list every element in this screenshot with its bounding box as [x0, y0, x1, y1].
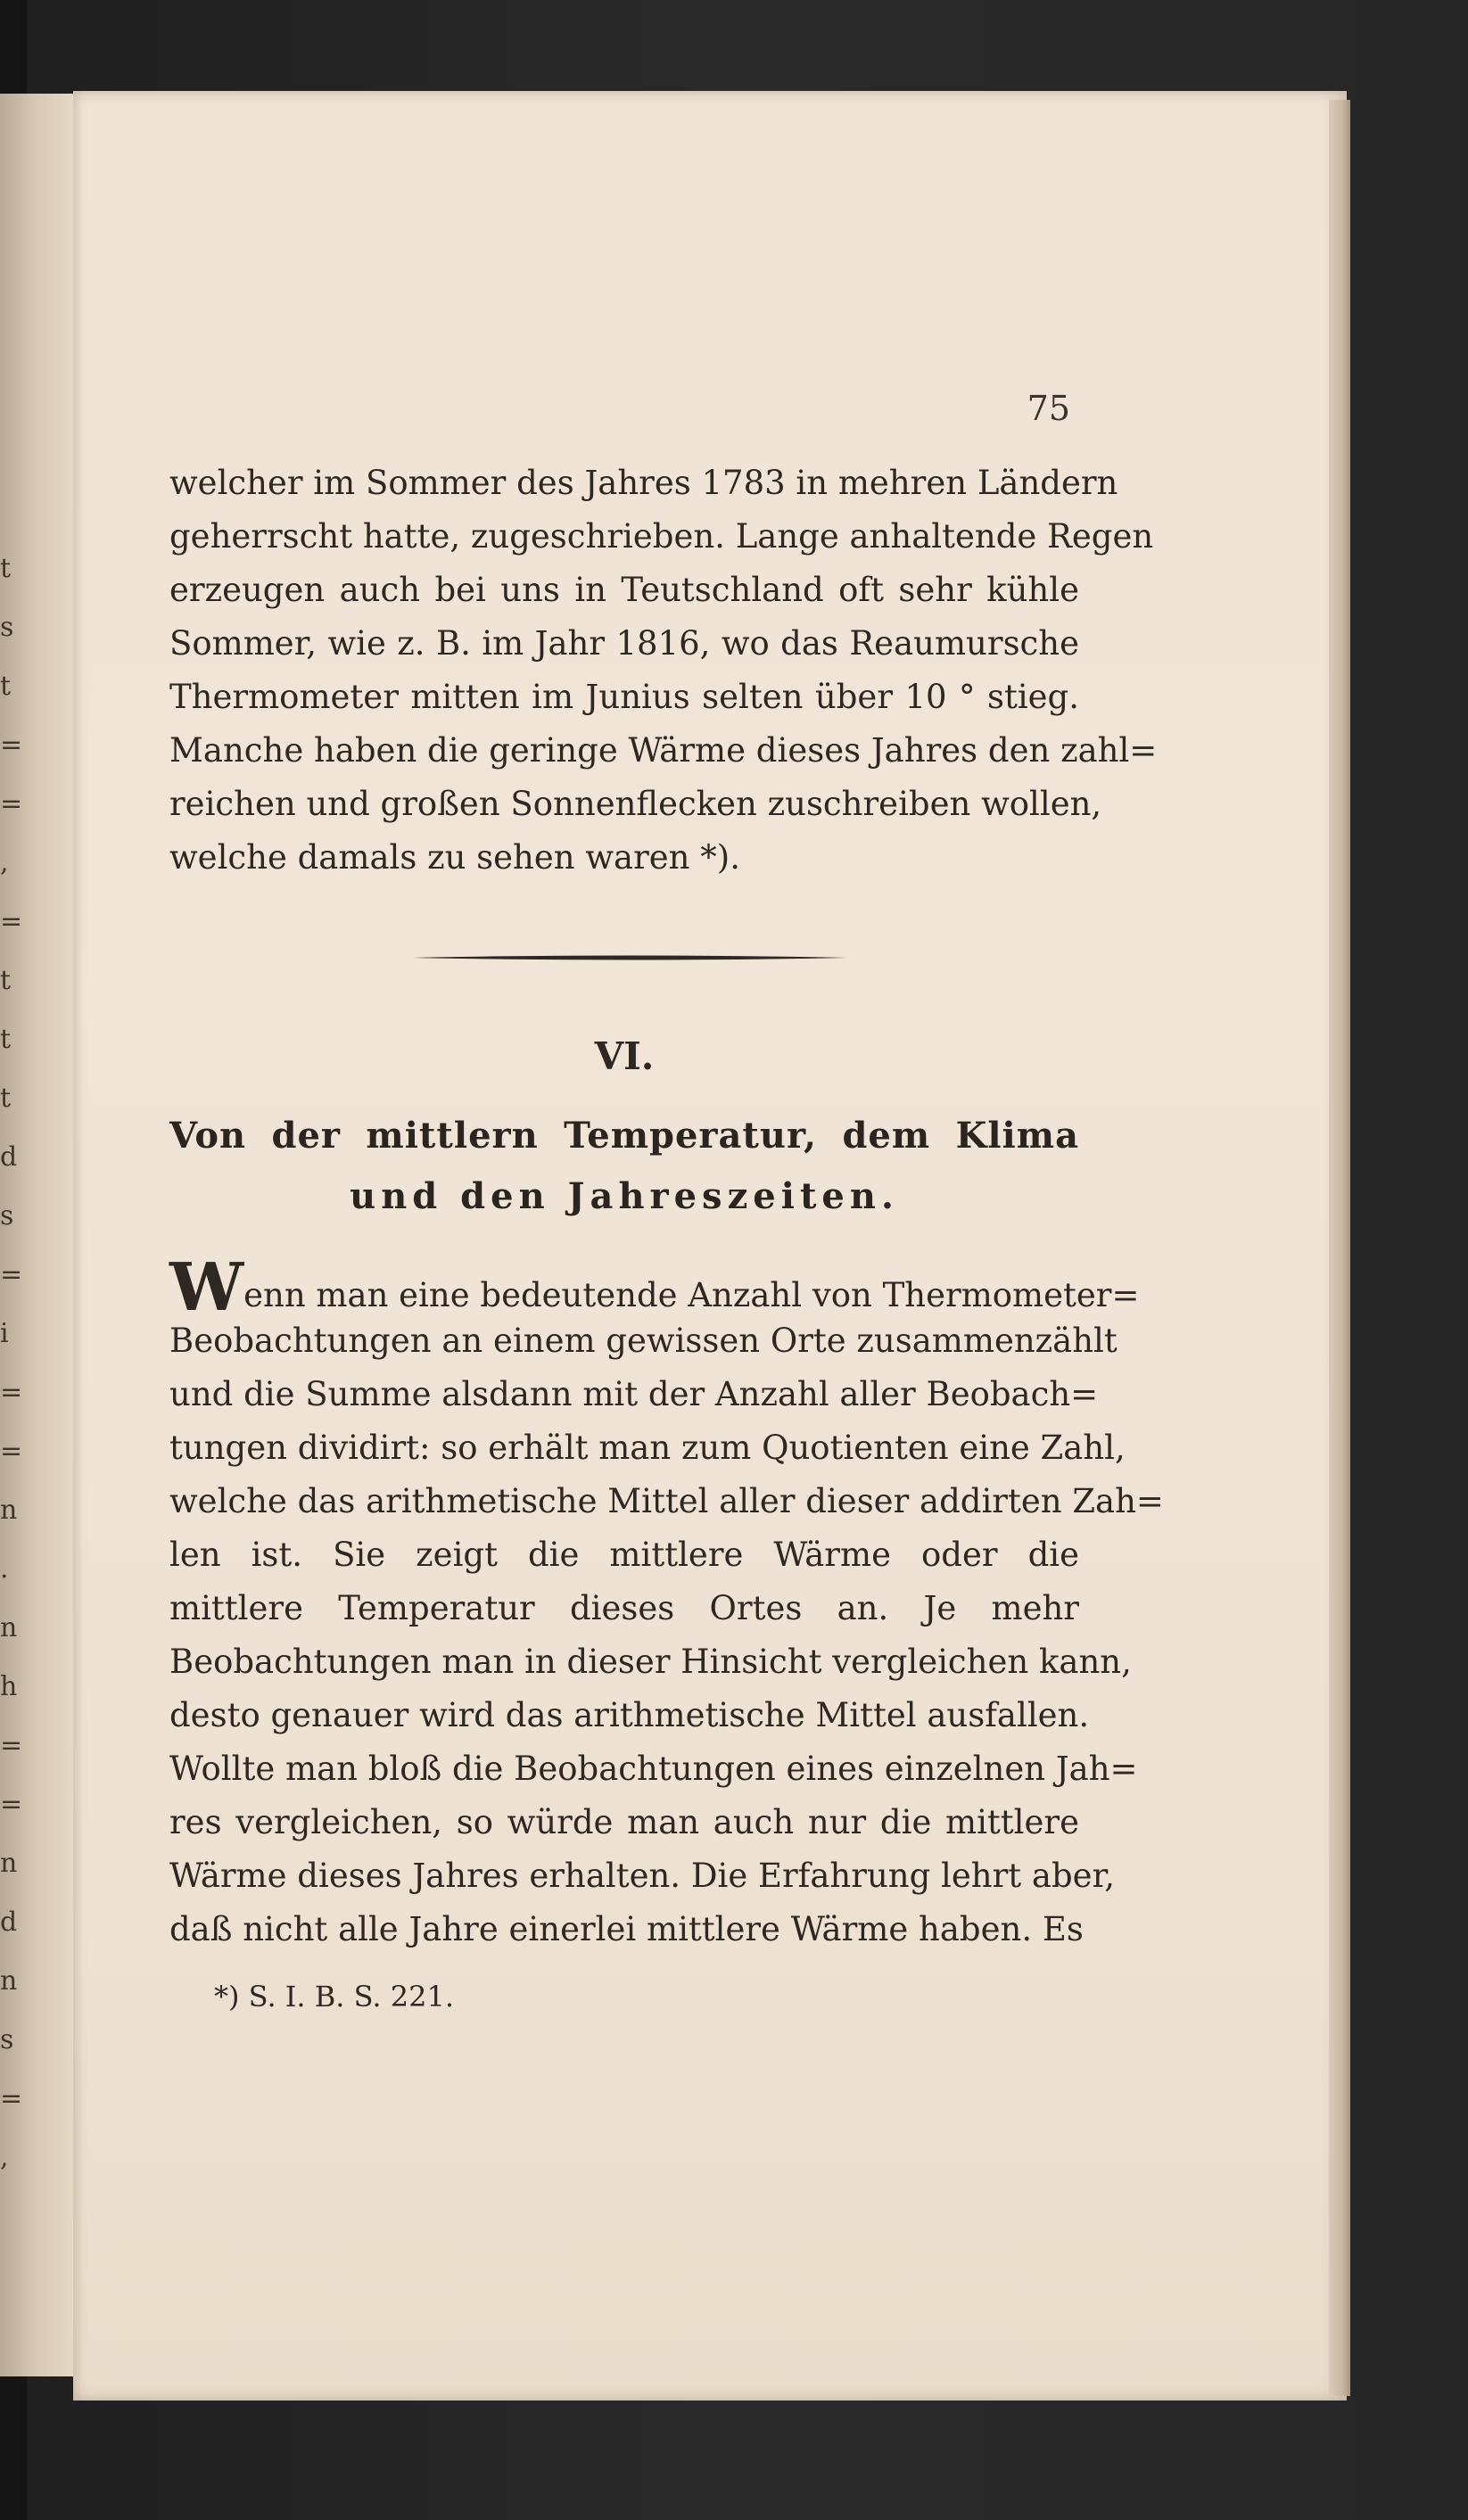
section-title-line-2: und den Jahreszeiten.: [350, 1175, 899, 1217]
text-line: geherrscht hatte, zugeschrieben. Lange anhaltende Regen: [169, 517, 1154, 556]
facing-page-fragment: n: [0, 1965, 18, 1997]
text-line: Beobachtungen an einem gewissen Orte zusammenzählt: [169, 1322, 1117, 1360]
facing-page-fragment: =: [0, 1789, 23, 1820]
text-line: desto genauer wird das arithmetische Mittel ausfallen.: [169, 1696, 1090, 1734]
facing-page-fragment: t: [0, 553, 12, 584]
text-line: len ist. Sie zeigt die mittlere Wärme oder die: [169, 1536, 1079, 1574]
text-line: Wollte man bloß die Beobachtungen eines einzelnen Jah=: [169, 1750, 1138, 1788]
facing-page-fragment: d: [0, 1141, 18, 1173]
facing-page-fragment: n: [0, 1495, 18, 1526]
footnote: *) S. I. B. S. 221.: [214, 1980, 454, 2014]
text-line: Thermometer mitten im Junius selten über 10 ° stieg.: [169, 678, 1079, 716]
section-divider-rule: [412, 954, 847, 961]
text-line: welcher im Sommer des Jahres 1783 in mehren Ländern: [169, 464, 1118, 502]
facing-page-fragment: s: [0, 1200, 14, 1231]
paragraph-2: [169, 1249, 1164, 1956]
facing-page-fragment: s: [0, 2024, 14, 2055]
text-line: Sommer, wie z. B. im Jahr 1816, wo das Reaumursche: [169, 624, 1079, 663]
text-line: und die Summe alsdann mit der Anzahl aller Beobach=: [169, 1375, 1099, 1413]
facing-page-fragment: ,: [0, 2142, 9, 2173]
text-line: daß nicht alle Jahre einerlei mittlere Wärme haben. Es: [169, 1910, 1084, 1948]
facing-page-fragment: t: [0, 1083, 12, 1114]
facing-page-fragment: t: [0, 1024, 12, 1055]
facing-page-fragment: h: [0, 1671, 18, 1702]
facing-page-fragment: n: [0, 1848, 18, 1879]
page-number: 75: [1027, 389, 1070, 428]
facing-page-fragment: d: [0, 1906, 18, 1938]
first-line-text: enn man eine bedeutende Anzahl von Thermometer=: [243, 1276, 1140, 1314]
facing-page-fragment: ,: [0, 847, 9, 878]
text-line: Beobachtungen man in dieser Hinsicht vergleichen kann,: [169, 1643, 1132, 1681]
text-line: welche damals zu sehen waren *).: [169, 838, 740, 877]
text-line: welche das arithmetische Mittel aller dieser addirten Zah=: [169, 1482, 1164, 1520]
facing-page-fragment: =: [0, 1436, 23, 1467]
facing-page-fragment: =: [0, 1259, 23, 1290]
facing-page-fragment: s: [0, 612, 14, 643]
text-line-with-dropcap: [169, 1249, 1140, 1326]
text-line: Manche haben die geringe Wärme dieses Jahres den zahl=: [169, 731, 1158, 770]
facing-page-fragment: =: [0, 906, 23, 937]
paragraph-1: [169, 457, 1158, 885]
text-line: res vergleichen, so würde man auch nur die mittlere: [169, 1803, 1079, 1841]
section-title: [169, 1106, 1079, 1227]
section-title-line-1: Von der mittlern Temperatur, dem Klima: [169, 1115, 1079, 1157]
text-line: reichen und großen Sonnenflecken zuschreiben wollen,: [169, 785, 1102, 823]
facing-page-fragment: t: [0, 671, 12, 702]
facing-page-fragment: n: [0, 1612, 18, 1643]
facing-page-fragment: i: [0, 1318, 9, 1349]
text-line: tungen dividirt: so erhält man zum Quotienten eine Zahl,: [169, 1429, 1126, 1467]
facing-page-fragment: =: [0, 788, 23, 819]
facing-page-fragment: =: [0, 2083, 23, 2114]
facing-page-fragment: =: [0, 729, 23, 761]
facing-page-fragment: =: [0, 1730, 23, 1761]
facing-page-fragment: .: [0, 1553, 9, 1585]
text-line: erzeugen auch bei uns in Teutschland oft sehr kühle: [169, 571, 1079, 609]
text-line: Wärme dieses Jahres erhalten. Die Erfahrung lehrt aber,: [169, 1857, 1115, 1895]
facing-page-fragment: t: [0, 965, 12, 996]
facing-page-text-fragments: [0, 539, 27, 2187]
text-line: mittlere Temperatur dieses Ortes an. Je mehr: [169, 1589, 1079, 1627]
drop-cap: W: [169, 1249, 244, 1326]
facing-page-fragment: =: [0, 1377, 23, 1408]
book-page: [73, 91, 1347, 2401]
section-number: VI.: [594, 1034, 655, 1078]
page-edge: [1329, 100, 1350, 2396]
